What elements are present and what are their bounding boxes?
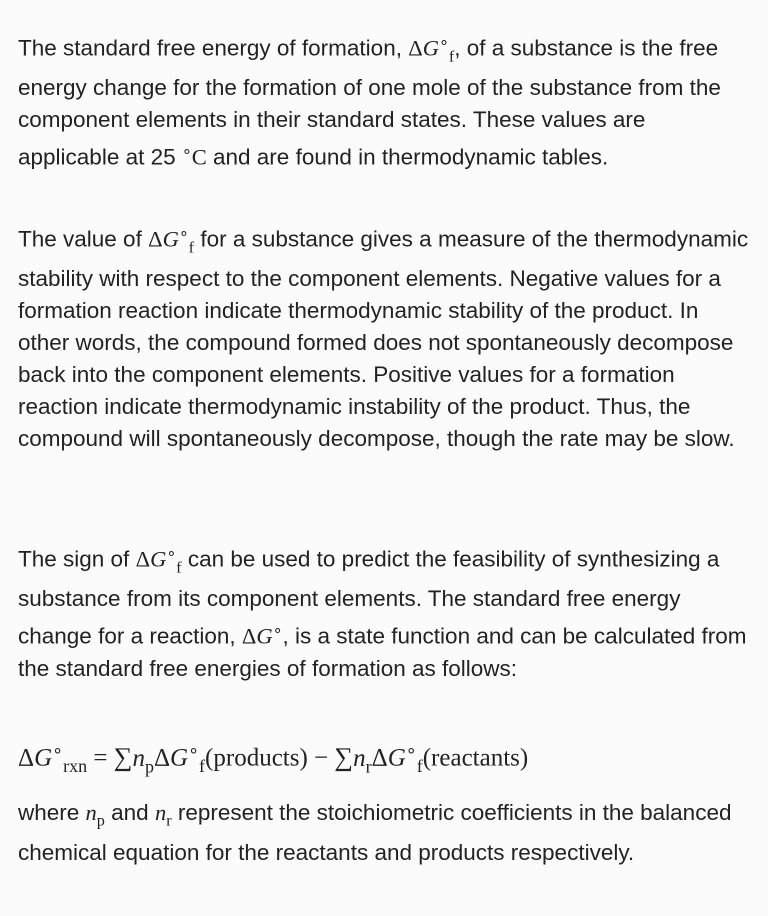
delta-g-f-symbol: $\Delta G^\circ_f$: [371, 740, 423, 776]
text-segment: The sign of: [18, 546, 136, 572]
reactants-term: (reactants): [422, 744, 529, 772]
text-segment: and: [104, 800, 155, 825]
free-energy-equation: [18, 732, 758, 784]
paragraph-feasibility: [18, 538, 750, 685]
text-segment: where: [18, 800, 86, 825]
text-segment: represent the stoichiometric coefficients in the balanced chemical equation for the reactants and products respectively.: [18, 800, 732, 865]
paragraph-stability: [18, 218, 750, 455]
sum-symbol: ∑: [113, 742, 133, 772]
n-r-symbol: $n_r$: [353, 744, 372, 776]
products-term: (products): [205, 744, 308, 772]
n-p-symbol: $n_p$: [85, 800, 105, 830]
text-segment: , is a state function and can be calculated from the standard free energies of formation as follows:: [18, 623, 747, 681]
text-segment: can be used to predict the feasibility of synthesizing a substance from its component elements. The standard free energy change for a reaction,: [18, 546, 720, 649]
delta-g-degree-symbol: ΔG∘: [241, 622, 283, 649]
delta-g-f-symbol: $\Delta G^\circ_f$: [408, 34, 455, 66]
celsius-symbol: C: [191, 144, 207, 170]
delta-g-f-symbol: $\Delta G^\circ_f$: [148, 225, 195, 257]
text-segment: and are found in thermodynamic tables.: [206, 144, 609, 170]
delta-g-rxn-symbol: $\Delta G^\circ_{rxn}$: [18, 740, 88, 776]
paragraph-definition: [18, 27, 750, 174]
n-p-symbol: $n_p$: [132, 744, 154, 776]
equals-sign: =: [93, 744, 108, 772]
delta-g-f-symbol: $\Delta G^\circ_f$: [135, 545, 182, 577]
text-segment: The value of: [18, 226, 149, 252]
text-segment: , of a substance is the free energy change for the formation of one mole of the substance from the component elements in their standard states. These values are applicable at 25: [18, 35, 721, 170]
delta-g-f-symbol: $\Delta G^\circ_f$: [153, 740, 206, 776]
text-segment: The standard free energy of formation,: [18, 35, 409, 61]
sum-symbol: ∑: [334, 742, 354, 772]
text-segment: for a substance gives a measure of the thermodynamic stability with respect to the component elements. Negative values for a formation reaction indicate thermodynamic stability of the product. In other words, the compound formed does not spontaneously decompose back into the component elements. Positive values for a formation reaction indicate thermodynamic instability of the product. Thus, the compound will spontaneously decompose, though the rate may be slow.: [18, 226, 749, 452]
minus-sign: −: [314, 744, 329, 772]
n-r-symbol: $n_r$: [154, 800, 172, 830]
degree-symbol: ∘: [181, 143, 192, 161]
paragraph-coefficients: [18, 797, 750, 869]
